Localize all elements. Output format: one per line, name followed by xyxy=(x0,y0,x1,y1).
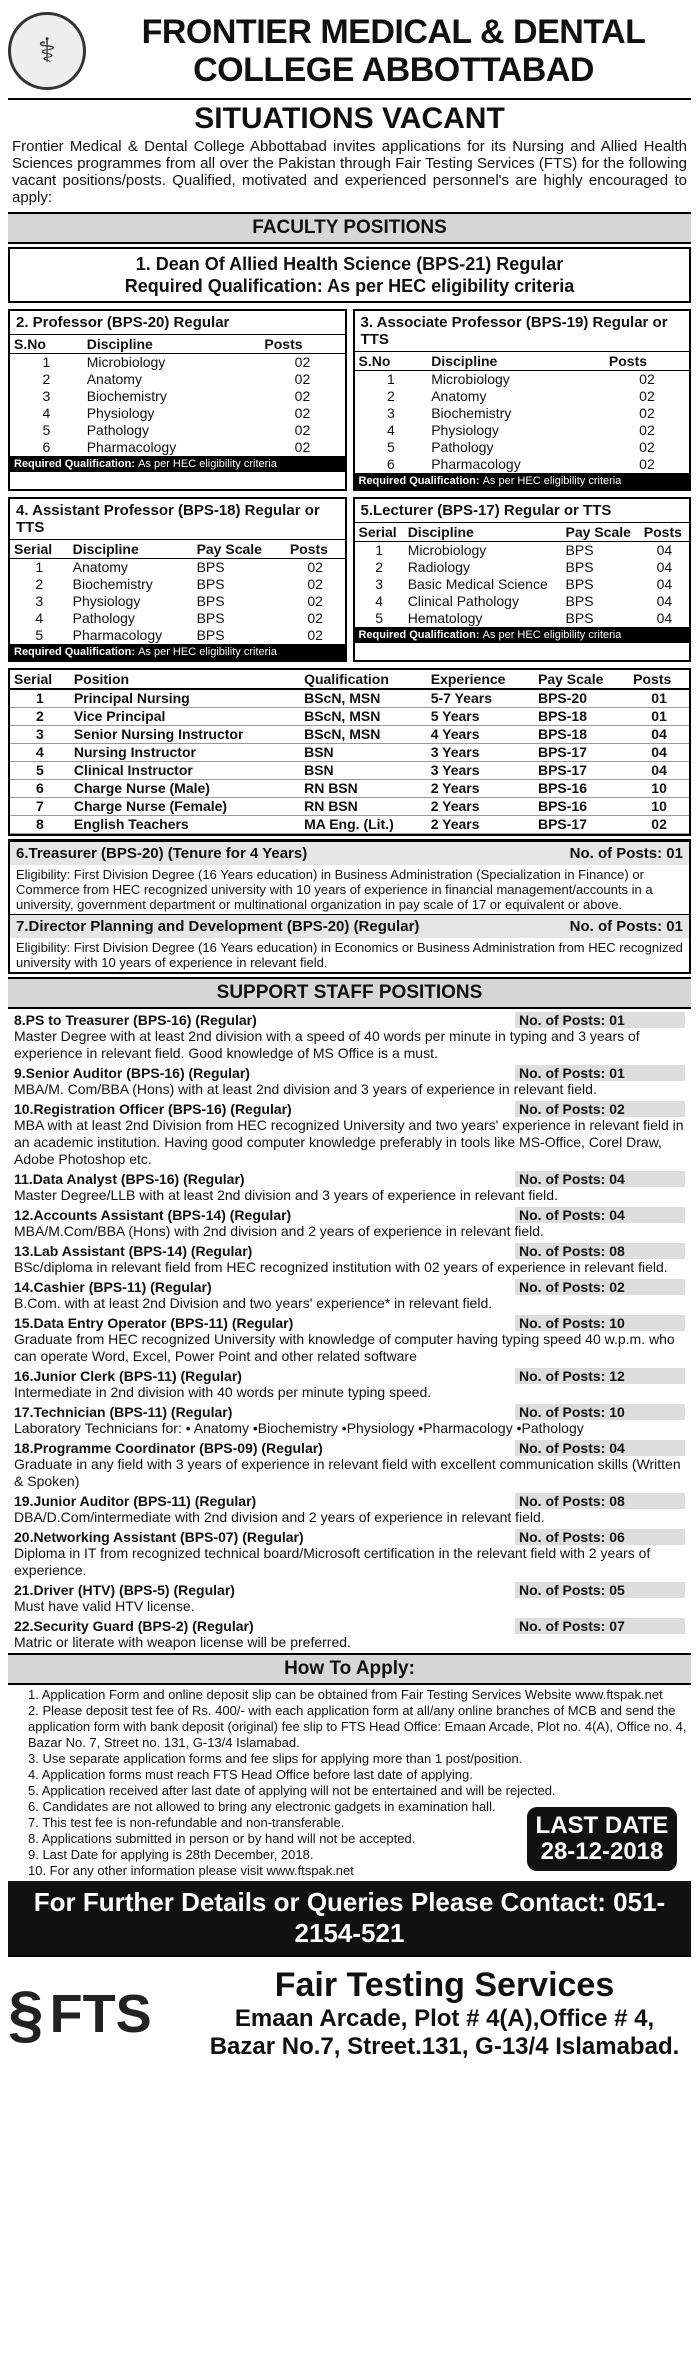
professor-table xyxy=(10,335,345,456)
support-position-header xyxy=(14,1012,685,1028)
column-header: S.No xyxy=(10,335,83,354)
table-cell: Microbiology xyxy=(431,371,510,387)
position-title: 17.Technician (BPS-11) (Regular) xyxy=(14,1404,233,1420)
table-row xyxy=(10,689,689,708)
assistant-title: 4. Assistant Professor (BPS-18) Regular or TTS xyxy=(10,499,345,540)
table-cell: 02 xyxy=(639,388,655,404)
table-cell: 01 xyxy=(629,708,689,726)
table-cell: BPS-20 xyxy=(534,689,629,708)
support-position-header xyxy=(14,1440,685,1456)
position-description: Diploma in IT from recognized technical board/Microsoft certification in the relevant field with 2 years of experience. xyxy=(14,1545,651,1578)
table-row xyxy=(10,744,689,762)
last-date-badge xyxy=(527,1807,677,1871)
support-position-header xyxy=(14,1065,685,1081)
column-header: Discipline xyxy=(83,335,261,354)
table-cell: Principal Nursing xyxy=(70,689,300,708)
table-cell: 2 xyxy=(35,576,44,592)
how-item: 7. This test fee is non-refundable and non-transferable. xyxy=(28,1815,345,1830)
table-row xyxy=(355,593,690,610)
position-posts: No. of Posts: 02 xyxy=(515,1101,685,1117)
treasurer-title: 6.Treasurer (BPS-20) (Tenure for 4 Years) xyxy=(16,845,308,862)
table-header xyxy=(10,540,345,559)
dean-qualification: Required Qualification: As per HEC eligibility criteria xyxy=(124,276,575,296)
nursing-table xyxy=(10,670,689,834)
table-cell: 02 xyxy=(639,456,655,472)
column-header: Discipline xyxy=(69,540,193,559)
table-cell: 3 xyxy=(35,593,44,609)
table-cell: 5 xyxy=(386,439,395,455)
table-cell: 8 xyxy=(10,816,70,834)
support-position-header xyxy=(14,1493,685,1509)
table-cell: Charge Nurse (Female) xyxy=(70,798,300,816)
table-row xyxy=(10,405,345,422)
position-description: MBA/M.Com/BBA (Hons) with 2nd division and 2 years of experience in relevant field. xyxy=(14,1223,544,1239)
column-header: Discipline xyxy=(404,523,562,542)
table-cell: BPS xyxy=(565,542,594,558)
position-posts: No. of Posts: 08 xyxy=(515,1493,685,1509)
table-cell: 5-7 Years xyxy=(427,689,534,708)
table-cell: 04 xyxy=(629,726,689,744)
how-item: 8. Applications submitted in person or by hand will not be accepted. xyxy=(28,1831,416,1846)
how-item: 2. Please deposit test fee of Rs. 400/- with each application form at all/any online branches of MCB and send the application form with bank deposit (original) fee slip to FTS Head Office: Emaan Arcade, Plot no. 4(A), Office no. 4, Bazar No. 7, Street no. 131, G-13/4 Islamabad. xyxy=(28,1703,687,1750)
position-title: 21.Driver (HTV) (BPS-5) (Regular) xyxy=(14,1582,235,1598)
position-title: 19.Junior Auditor (BPS-11) (Regular) xyxy=(14,1493,257,1509)
column-header: Pay Scale xyxy=(534,670,629,689)
table-row xyxy=(355,439,690,456)
position-description: Graduate from HEC recognized University with knowledge of computer having typing speed 40 w.p.m. who can operate Word, Excel, Power Point and other related software xyxy=(14,1331,675,1364)
table-cell: 1 xyxy=(42,354,51,370)
column-header: Serial xyxy=(355,523,404,542)
position-posts: No. of Posts: 04 xyxy=(515,1171,685,1187)
position-title: 18.Programme Coordinator (BPS-09) (Regular) xyxy=(14,1440,323,1456)
position-title: 14.Cashier (BPS-11) (Regular) xyxy=(14,1279,212,1295)
how-item: 10. For any other information please visit www.ftspak.net xyxy=(28,1863,354,1878)
table-cell: Physiology xyxy=(431,422,499,438)
treasurer-posts: No. of Posts: 01 xyxy=(569,845,683,862)
req-qualification: Required Qualification: As per HEC eligibility criteria xyxy=(10,644,345,660)
director-eligibility: Eligibility: First Division Degree (16 Years education) in Economics or Business Administration from HEC recognized university with 10 years of experience in relevant field. xyxy=(16,940,683,970)
position-title: 22.Security Guard (BPS-2) (Regular) xyxy=(14,1618,254,1634)
table-cell: 02 xyxy=(294,439,311,455)
req-qualification: Required Qualification: As per HEC eligibility criteria xyxy=(10,456,345,472)
table-row xyxy=(355,405,690,422)
table-cell: Biochemistry xyxy=(431,405,512,421)
table-cell: 4 xyxy=(42,405,51,421)
table-cell: 04 xyxy=(629,744,689,762)
column-header: Discipline xyxy=(427,352,605,371)
table-cell: 04 xyxy=(656,542,673,558)
position-title: 13.Lab Assistant (BPS-14) (Regular) xyxy=(14,1243,253,1259)
position-title: 16.Junior Clerk (BPS-11) (Regular) xyxy=(14,1368,242,1384)
table-cell: 3 xyxy=(10,726,70,744)
table-cell: Anatomy xyxy=(86,371,142,387)
table-cell: 02 xyxy=(639,422,655,438)
treasurer-eligibility: Eligibility: First Division Degree (16 Years education) in Business Administration (Specialization in Finance) or Commerce from HEC recognized university with 10 years of experience in financial management/accounts in a university, government department or multinational organization in pay scale of 17 or equivalent or above. xyxy=(16,867,653,912)
table-cell: 1 xyxy=(10,689,70,708)
table-row xyxy=(355,388,690,405)
position-description: MBA with at least 2nd Division from HEC recognized University and two years' experience in relevant field in an academic institution. Having good computer knowledge preferably in tools like MS-Office, Corel Draw, Adobe Photoshop etc. xyxy=(14,1117,684,1167)
table-cell: 02 xyxy=(294,422,311,438)
table-cell: Pharmacology xyxy=(72,627,163,643)
support-position-header xyxy=(14,1582,685,1598)
column-header: Posts xyxy=(286,540,345,559)
table-row xyxy=(355,371,690,389)
table-cell: 1 xyxy=(35,559,44,575)
table-cell: Clinical Pathology xyxy=(407,593,519,609)
associate-table xyxy=(355,352,690,473)
table-cell: 1 xyxy=(375,542,383,558)
position-title: 10.Registration Officer (BPS-16) (Regular) xyxy=(14,1101,292,1117)
table-cell: BScN, MSN xyxy=(300,708,427,726)
nursing-box xyxy=(8,668,691,836)
position-description: MBA/M. Com/BBA (Hons) with at least 2nd division and 3 years of experience in relevant field. xyxy=(14,1081,597,1097)
table-row xyxy=(355,456,690,473)
table-cell: 01 xyxy=(629,689,689,708)
table-cell: 02 xyxy=(307,627,323,643)
table-cell: 2 Years xyxy=(427,798,534,816)
req-qualification: Required Qualification: As per HEC eligibility criteria xyxy=(355,473,690,489)
associate-box xyxy=(353,309,692,491)
position-description: Matric or literate with weapon license will be preferred. xyxy=(14,1634,351,1650)
table-cell: 2 xyxy=(375,559,383,575)
lecturer-box xyxy=(353,497,692,662)
support-position-header xyxy=(14,1171,685,1187)
table-cell: 02 xyxy=(307,559,323,575)
table-header xyxy=(355,523,690,542)
table-cell: 02 xyxy=(307,610,323,626)
position-posts: No. of Posts: 08 xyxy=(515,1243,685,1259)
support-position-header xyxy=(14,1618,685,1634)
table-cell: 02 xyxy=(294,371,311,387)
table-cell: 5 xyxy=(42,422,51,438)
table-cell: 6 xyxy=(386,456,395,472)
table-row xyxy=(10,439,345,456)
header xyxy=(8,4,691,100)
fts-name: Fair Testing Services xyxy=(274,1966,615,2004)
table-cell: 5 xyxy=(375,610,383,626)
table-cell: 3 Years xyxy=(427,762,534,780)
table-cell: 10 xyxy=(629,780,689,798)
footer xyxy=(8,1955,691,2070)
director-title: 7.Director Planning and Development (BPS-20) (Regular) xyxy=(16,918,420,935)
support-position-header xyxy=(14,1243,685,1259)
table-cell: Pharmacology xyxy=(86,439,177,455)
position-posts: No. of Posts: 05 xyxy=(515,1582,685,1598)
column-header: Experience xyxy=(427,670,534,689)
position-posts: No. of Posts: 10 xyxy=(515,1404,685,1420)
table-cell: Hematology xyxy=(407,610,483,626)
position-description: BSc/diploma in relevant field from HEC recognized institution with 02 years of experience in relevant field. xyxy=(14,1259,668,1275)
table-cell: 4 xyxy=(375,593,383,609)
column-header: Pay Scale xyxy=(193,540,286,559)
table-cell: 02 xyxy=(639,405,655,421)
column-header: Posts xyxy=(629,670,689,689)
table-row xyxy=(355,576,690,593)
table-header xyxy=(10,670,689,689)
table-row xyxy=(10,610,345,627)
table-row xyxy=(10,726,689,744)
position-title: 9.Senior Auditor (BPS-16) (Regular) xyxy=(14,1065,250,1081)
table-cell: 3 xyxy=(42,388,51,404)
position-description: Master Degree/LLB with at least 2nd division and 3 years of experience in relevant field. xyxy=(14,1187,558,1203)
how-heading: How To Apply: xyxy=(8,1653,691,1685)
table-cell: 4 xyxy=(10,744,70,762)
table-row xyxy=(10,422,345,439)
table-cell: BPS-17 xyxy=(534,816,629,834)
table-cell: 02 xyxy=(629,816,689,834)
dean-box xyxy=(8,247,691,303)
table-cell: 02 xyxy=(639,439,655,455)
position-title: 11.Data Analyst (BPS-16) (Regular) xyxy=(14,1171,245,1187)
table-row xyxy=(355,610,690,627)
table-cell: 02 xyxy=(294,388,311,404)
table-cell: 1 xyxy=(386,371,395,387)
column-header: S.No xyxy=(355,352,428,371)
table-cell: BSN xyxy=(300,762,427,780)
support-heading: SUPPORT STAFF POSITIONS xyxy=(8,977,691,1009)
table-cell: 2 Years xyxy=(427,780,534,798)
table-cell: 5 xyxy=(10,762,70,780)
table-cell: 3 xyxy=(386,405,395,421)
support-position-header xyxy=(14,1315,685,1331)
table-cell: Pharmacology xyxy=(431,456,521,472)
treasurer-box xyxy=(8,839,691,974)
how-item: 1. Application Form and online deposit slip can be obtained from Fair Testing Services Website www.ftspak.net xyxy=(28,1687,663,1702)
table-row xyxy=(355,559,690,576)
table-row xyxy=(10,762,689,780)
table-cell: RN BSN xyxy=(300,780,427,798)
table-cell: BPS xyxy=(565,559,594,575)
fts-address-1: Emaan Arcade, Plot # 4(A),Office # 4, xyxy=(234,2005,655,2032)
table-cell: 4 xyxy=(386,422,395,438)
support-position-header xyxy=(14,1207,685,1223)
how-item: 4. Application forms must reach FTS Head Office before last date of applying. xyxy=(28,1767,473,1782)
college-logo-icon: ⚕ xyxy=(8,12,86,90)
table-cell: 6 xyxy=(42,439,51,455)
position-description: Graduate in any field with 3 years of experience in relevant field with excellent communication skills (Written & Spoken) xyxy=(14,1456,681,1489)
table-cell: Pathology xyxy=(86,422,149,438)
table-row xyxy=(10,371,345,388)
table-cell: 04 xyxy=(656,576,673,592)
table-cell: BPS xyxy=(565,610,594,626)
table-cell: BPS-16 xyxy=(534,798,629,816)
column-header: Position xyxy=(70,670,300,689)
support-position-header xyxy=(14,1279,685,1295)
table-cell: BPS-18 xyxy=(534,726,629,744)
position-posts: No. of Posts: 04 xyxy=(515,1207,685,1223)
req-qualification: Required Qualification: As per HEC eligibility criteria xyxy=(355,627,690,643)
table-cell: 4 xyxy=(35,610,44,626)
table-cell: 2 xyxy=(10,708,70,726)
dean-title: 1. Dean Of Allied Health Science (BPS-21) Regular xyxy=(135,254,564,274)
professor-box xyxy=(8,309,347,491)
table-cell: Physiology xyxy=(86,405,155,421)
column-header: Pay Scale xyxy=(562,523,640,542)
position-description: Laboratory Technicians for: • Anatomy •Biochemistry •Physiology •Pharmacology •Pathology xyxy=(14,1420,584,1436)
table-row xyxy=(10,627,345,644)
table-cell: BPS-16 xyxy=(534,780,629,798)
table-cell: BScN, MSN xyxy=(300,726,427,744)
table-cell: 4 Years xyxy=(427,726,534,744)
table-cell: Microbiology xyxy=(86,354,166,370)
table-row xyxy=(355,542,690,560)
position-posts: No. of Posts: 04 xyxy=(515,1440,685,1456)
table-cell: Basic Medical Science xyxy=(407,576,548,592)
how-item: 5. Application received after last date of applying will not be entertained and will be rejected. xyxy=(28,1783,556,1798)
table-cell: 2 Years xyxy=(427,816,534,834)
position-title: 8.PS to Treasurer (BPS-16) (Regular) xyxy=(14,1012,257,1028)
table-cell: 6 xyxy=(10,780,70,798)
table-cell: 3 xyxy=(375,576,383,592)
intro-text: Frontier Medical & Dental College Abbottabad invites applications for its Nursing and Allied Health Sciences programmes from all over the Pakistan through Fair Testing Services (FTS) for the following vacant positions/posts. Qualified, motivated and experienced personnel's are highly encouraged to apply: xyxy=(12,138,687,206)
table-row xyxy=(10,576,345,593)
assistant-table xyxy=(10,540,345,644)
table-cell: BPS-18 xyxy=(534,708,629,726)
professor-title: 2. Professor (BPS-20) Regular xyxy=(10,311,345,335)
table-cell: 04 xyxy=(629,762,689,780)
support-list xyxy=(8,1012,691,1651)
position-description: B.Com. with at least 2nd Division and two years' experience* in relevant field. xyxy=(14,1295,493,1311)
lecturer-table xyxy=(355,523,690,627)
college-name-line1: FRONTIER MEDICAL & DENTAL xyxy=(141,13,646,51)
table-row xyxy=(10,708,689,726)
support-position-header xyxy=(14,1404,685,1420)
table-cell: 04 xyxy=(656,593,673,609)
table-row xyxy=(10,593,345,610)
table-cell: Pathology xyxy=(431,439,494,455)
lecturer-title: 5.Lecturer (BPS-17) Regular or TTS xyxy=(355,499,690,523)
position-description: Intermediate in 2nd division with 40 words per minute typing speed. xyxy=(14,1384,432,1400)
table-cell: Clinical Instructor xyxy=(70,762,300,780)
table-cell: MA Eng. (Lit.) xyxy=(300,816,427,834)
table-cell: 04 xyxy=(656,610,673,626)
support-position-header xyxy=(14,1529,685,1545)
last-date-label: LAST DATE xyxy=(535,1812,669,1839)
table-cell: Microbiology xyxy=(407,542,487,558)
table-cell: 5 xyxy=(35,627,44,643)
director-posts: No. of Posts: 01 xyxy=(569,918,683,935)
table-cell: BPS xyxy=(196,576,225,592)
fts-address-2: Bazar No.7, Street.131, G-13/4 Islamabad. xyxy=(209,2033,680,2060)
table-header xyxy=(355,352,690,371)
table-cell: BPS xyxy=(196,593,225,609)
table-cell: 2 xyxy=(42,371,51,387)
fts-s-icon: § xyxy=(8,1977,44,2050)
table-cell: Anatomy xyxy=(431,388,487,404)
how-item: 3. Use separate application forms and fee slips for applying more than 1 post/position. xyxy=(28,1751,523,1766)
table-cell: Pathology xyxy=(72,610,135,626)
table-cell: BPS xyxy=(196,610,225,626)
position-posts: No. of Posts: 07 xyxy=(515,1618,685,1634)
table-cell: 5 Years xyxy=(427,708,534,726)
table-cell: 3 Years xyxy=(427,744,534,762)
position-description: DBA/D.Com/intermediate with 2nd division and 2 years of experience in relevant field. xyxy=(14,1509,545,1525)
table-cell: BPS xyxy=(196,627,225,643)
table-row xyxy=(10,388,345,405)
table-cell: 02 xyxy=(307,593,323,609)
position-posts: No. of Posts: 10 xyxy=(515,1315,685,1331)
faculty-heading: FACULTY POSITIONS xyxy=(8,212,691,244)
associate-title: 3. Associate Professor (BPS-19) Regular or TTS xyxy=(355,311,690,352)
position-title: 15.Data Entry Operator (BPS-11) (Regular) xyxy=(14,1315,294,1331)
table-cell: BPS-17 xyxy=(534,744,629,762)
table-cell: 04 xyxy=(656,559,673,575)
fts-logo xyxy=(8,1977,198,2051)
position-title: 20.Networking Assistant (BPS-07) (Regular) xyxy=(14,1529,304,1545)
how-item: 6. Candidates are not allowed to bring any electronic gadgets in examination hall. xyxy=(28,1799,496,1814)
fts-logo-text: FTS xyxy=(49,1983,152,2044)
situations-vacant: SITUATIONS VACANT xyxy=(194,102,505,135)
assistant-box xyxy=(8,497,347,662)
table-cell: 7 xyxy=(10,798,70,816)
table-cell: Physiology xyxy=(72,593,141,609)
college-name-line2: COLLEGE ABBOTTABAD xyxy=(193,51,594,89)
column-header: Posts xyxy=(260,335,344,354)
table-row xyxy=(10,559,345,577)
table-cell: BSN xyxy=(300,744,427,762)
table-row xyxy=(10,354,345,372)
table-cell: Nursing Instructor xyxy=(70,744,300,762)
column-header: Posts xyxy=(605,352,689,371)
table-cell: Radiology xyxy=(407,559,470,575)
column-header: Serial xyxy=(10,670,70,689)
table-cell: Biochemistry xyxy=(86,388,167,404)
table-cell: 02 xyxy=(294,405,311,421)
table-cell: BPS xyxy=(196,559,225,575)
position-title: 12.Accounts Assistant (BPS-14) (Regular) xyxy=(14,1207,292,1223)
support-position-header xyxy=(14,1368,685,1384)
table-cell: BPS xyxy=(565,576,594,592)
position-posts: No. of Posts: 01 xyxy=(515,1065,685,1081)
column-header: Serial xyxy=(10,540,69,559)
table-row xyxy=(355,422,690,439)
table-cell: Senior Nursing Instructor xyxy=(70,726,300,744)
table-cell: BPS xyxy=(565,593,594,609)
position-description: Must have valid HTV license. xyxy=(14,1598,195,1614)
table-cell: BPS-17 xyxy=(534,762,629,780)
column-header: Qualification xyxy=(300,670,427,689)
table-cell: 2 xyxy=(386,388,395,404)
table-cell: Vice Principal xyxy=(70,708,300,726)
position-posts: No. of Posts: 02 xyxy=(515,1279,685,1295)
position-posts: No. of Posts: 01 xyxy=(515,1012,685,1028)
table-cell: 10 xyxy=(629,798,689,816)
table-cell: Biochemistry xyxy=(72,576,153,592)
table-cell: Charge Nurse (Male) xyxy=(70,780,300,798)
last-date-value: 28-12-2018 xyxy=(540,1838,664,1865)
table-header xyxy=(10,335,345,354)
contact-bar: For Further Details or Queries Please Contact: 051-2154-521 xyxy=(8,1881,691,1955)
support-position-header xyxy=(14,1101,685,1117)
table-cell: 02 xyxy=(294,354,311,370)
table-cell: RN BSN xyxy=(300,798,427,816)
table-row xyxy=(10,816,689,834)
table-cell: 02 xyxy=(639,371,655,387)
table-cell: BScN, MSN xyxy=(300,689,427,708)
table-cell: 02 xyxy=(307,576,323,592)
table-row xyxy=(10,780,689,798)
table-cell: Anatomy xyxy=(72,559,128,575)
position-posts: No. of Posts: 12 xyxy=(515,1368,685,1384)
column-header: Posts xyxy=(640,523,689,542)
table-cell: English Teachers xyxy=(70,816,300,834)
table-row xyxy=(10,798,689,816)
how-item: 9. Last Date for applying is 28th December, 2018. xyxy=(28,1847,314,1862)
position-description: Master Degree with at least 2nd division with a speed of 40 words per minute in typing and 3 years of experience in relevant field. Good knowledge of MS Office is a must. xyxy=(14,1028,640,1061)
position-posts: No. of Posts: 06 xyxy=(515,1529,685,1545)
